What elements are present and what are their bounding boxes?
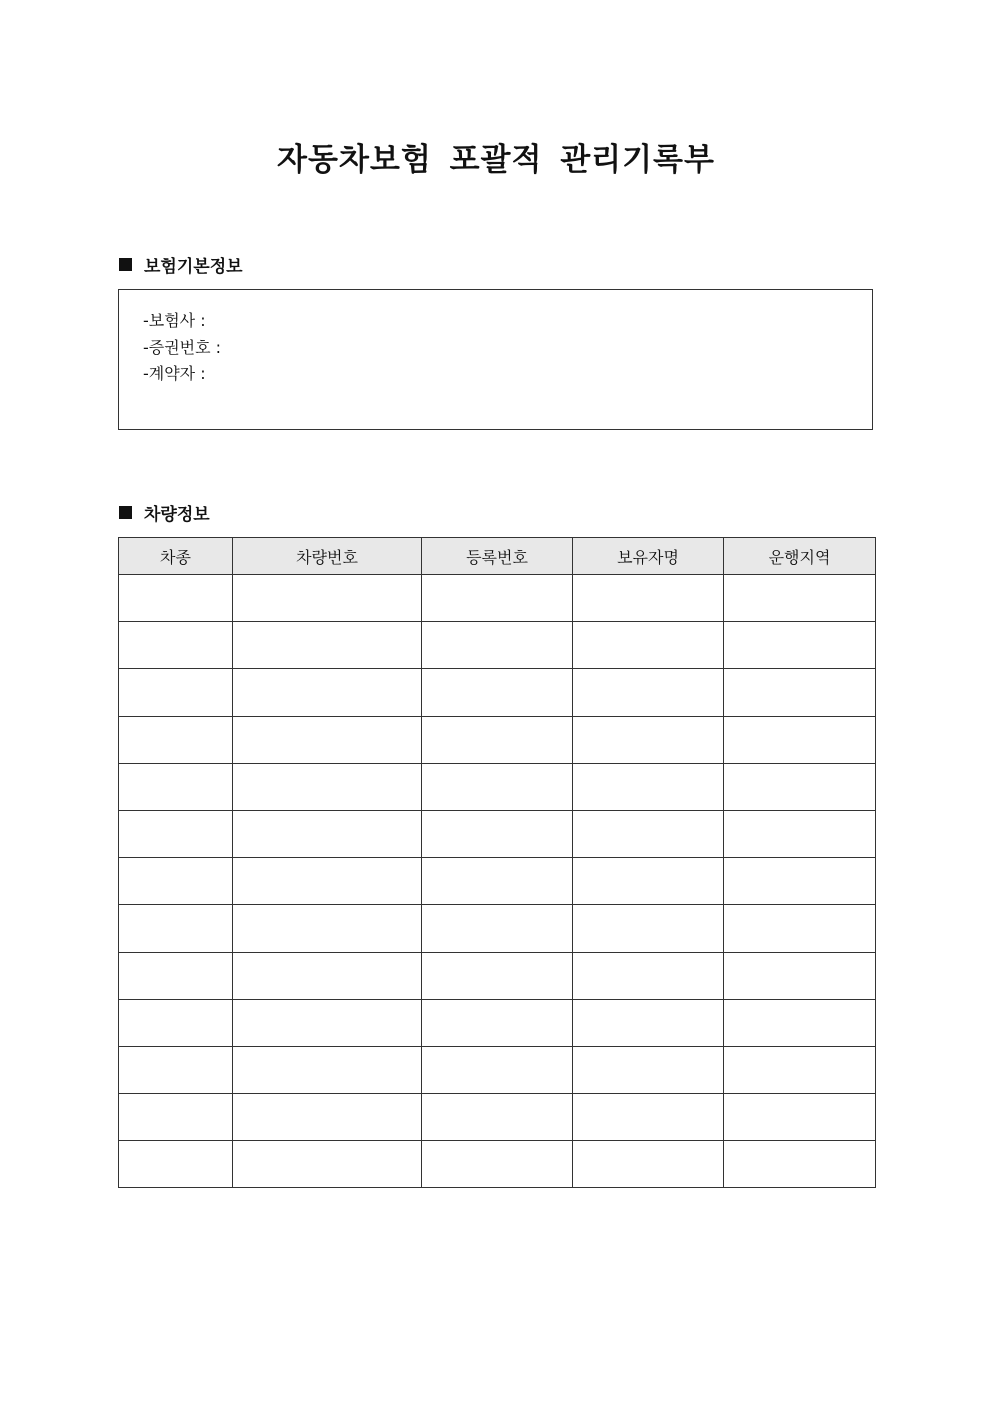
table-cell[interactable] <box>233 1046 422 1093</box>
table-cell[interactable] <box>119 716 233 763</box>
table-cell[interactable] <box>724 1094 876 1141</box>
table-cell[interactable] <box>724 575 876 622</box>
table-cell[interactable] <box>233 1094 422 1141</box>
table-cell[interactable] <box>724 1141 876 1188</box>
table-cell[interactable] <box>119 952 233 999</box>
table-cell[interactable] <box>573 669 724 716</box>
table-cell[interactable] <box>233 575 422 622</box>
table-cell[interactable] <box>233 622 422 669</box>
table-cell[interactable] <box>724 952 876 999</box>
table-cell[interactable] <box>422 810 573 857</box>
vehicle-table-body <box>119 575 876 1188</box>
table-cell[interactable] <box>422 952 573 999</box>
table-cell[interactable] <box>724 1046 876 1093</box>
document-title: 자동차보험 포괄적 관리기록부 <box>277 142 715 178</box>
column-header-operating-region: 운행지역 <box>724 538 876 575</box>
table-cell[interactable] <box>233 763 422 810</box>
table-cell[interactable] <box>422 622 573 669</box>
table-cell[interactable] <box>724 716 876 763</box>
column-header-owner-name: 보유자명 <box>573 538 724 575</box>
table-cell[interactable] <box>724 763 876 810</box>
table-cell[interactable] <box>233 810 422 857</box>
table-cell[interactable] <box>573 1141 724 1188</box>
table-cell[interactable] <box>724 999 876 1046</box>
table-cell[interactable] <box>422 999 573 1046</box>
vehicle-info-table <box>118 537 876 1188</box>
table-row <box>119 858 876 905</box>
table-cell[interactable] <box>119 1046 233 1093</box>
table-row <box>119 905 876 952</box>
table-row <box>119 999 876 1046</box>
insurer-field-label: -보험사 : <box>143 311 206 330</box>
table-cell[interactable] <box>422 1094 573 1141</box>
vehicle-section-heading <box>119 500 210 524</box>
table-cell[interactable] <box>573 575 724 622</box>
vehicle-section-title: 차량정보 <box>144 504 210 525</box>
column-header-vehicle-type: 차종 <box>119 538 233 575</box>
table-cell[interactable] <box>573 952 724 999</box>
table-cell[interactable] <box>233 669 422 716</box>
table-row <box>119 622 876 669</box>
table-row <box>119 763 876 810</box>
table-row <box>119 1046 876 1093</box>
table-cell[interactable] <box>233 952 422 999</box>
table-row <box>119 952 876 999</box>
square-bullet-icon <box>119 258 132 271</box>
table-cell[interactable] <box>119 1094 233 1141</box>
table-cell[interactable] <box>422 1046 573 1093</box>
table-row <box>119 810 876 857</box>
table-cell[interactable] <box>422 763 573 810</box>
table-cell[interactable] <box>422 716 573 763</box>
table-cell[interactable] <box>573 1094 724 1141</box>
table-cell[interactable] <box>724 669 876 716</box>
table-cell[interactable] <box>573 810 724 857</box>
policy-number-field-label: -증권번호 : <box>143 337 222 357</box>
table-cell[interactable] <box>119 905 233 952</box>
table-row <box>119 1141 876 1188</box>
table-cell[interactable] <box>233 905 422 952</box>
insurance-section-heading <box>119 252 243 276</box>
insurance-info-box <box>118 289 873 430</box>
table-cell[interactable] <box>573 905 724 952</box>
table-row <box>119 575 876 622</box>
table-cell[interactable] <box>573 1046 724 1093</box>
table-cell[interactable] <box>119 999 233 1046</box>
column-header-plate-number: 차량번호 <box>233 538 422 575</box>
table-cell[interactable] <box>422 905 573 952</box>
table-cell[interactable] <box>119 575 233 622</box>
table-cell[interactable] <box>724 622 876 669</box>
table-cell[interactable] <box>119 763 233 810</box>
table-cell[interactable] <box>233 1141 422 1188</box>
table-row <box>119 669 876 716</box>
table-cell[interactable] <box>573 763 724 810</box>
table-cell[interactable] <box>724 858 876 905</box>
table-cell[interactable] <box>422 669 573 716</box>
column-header-registration-number: 등록번호 <box>422 538 573 575</box>
table-cell[interactable] <box>724 810 876 857</box>
table-row <box>119 716 876 763</box>
table-cell[interactable] <box>233 999 422 1046</box>
table-cell[interactable] <box>119 1141 233 1188</box>
table-cell[interactable] <box>119 810 233 857</box>
insurance-section-title: 보험기본정보 <box>144 256 243 277</box>
table-header-row <box>119 538 876 575</box>
table-cell[interactable] <box>573 716 724 763</box>
table-cell[interactable] <box>422 1141 573 1188</box>
table-cell[interactable] <box>233 858 422 905</box>
policyholder-field-label: -계약자 : <box>143 364 206 383</box>
table-cell[interactable] <box>119 669 233 716</box>
table-cell[interactable] <box>233 716 422 763</box>
table-cell[interactable] <box>573 622 724 669</box>
table-cell[interactable] <box>724 905 876 952</box>
table-cell[interactable] <box>573 999 724 1046</box>
table-cell[interactable] <box>119 622 233 669</box>
table-cell[interactable] <box>573 858 724 905</box>
table-row <box>119 1094 876 1141</box>
table-cell[interactable] <box>119 858 233 905</box>
table-cell[interactable] <box>422 858 573 905</box>
square-bullet-icon <box>119 506 132 519</box>
table-cell[interactable] <box>422 575 573 622</box>
